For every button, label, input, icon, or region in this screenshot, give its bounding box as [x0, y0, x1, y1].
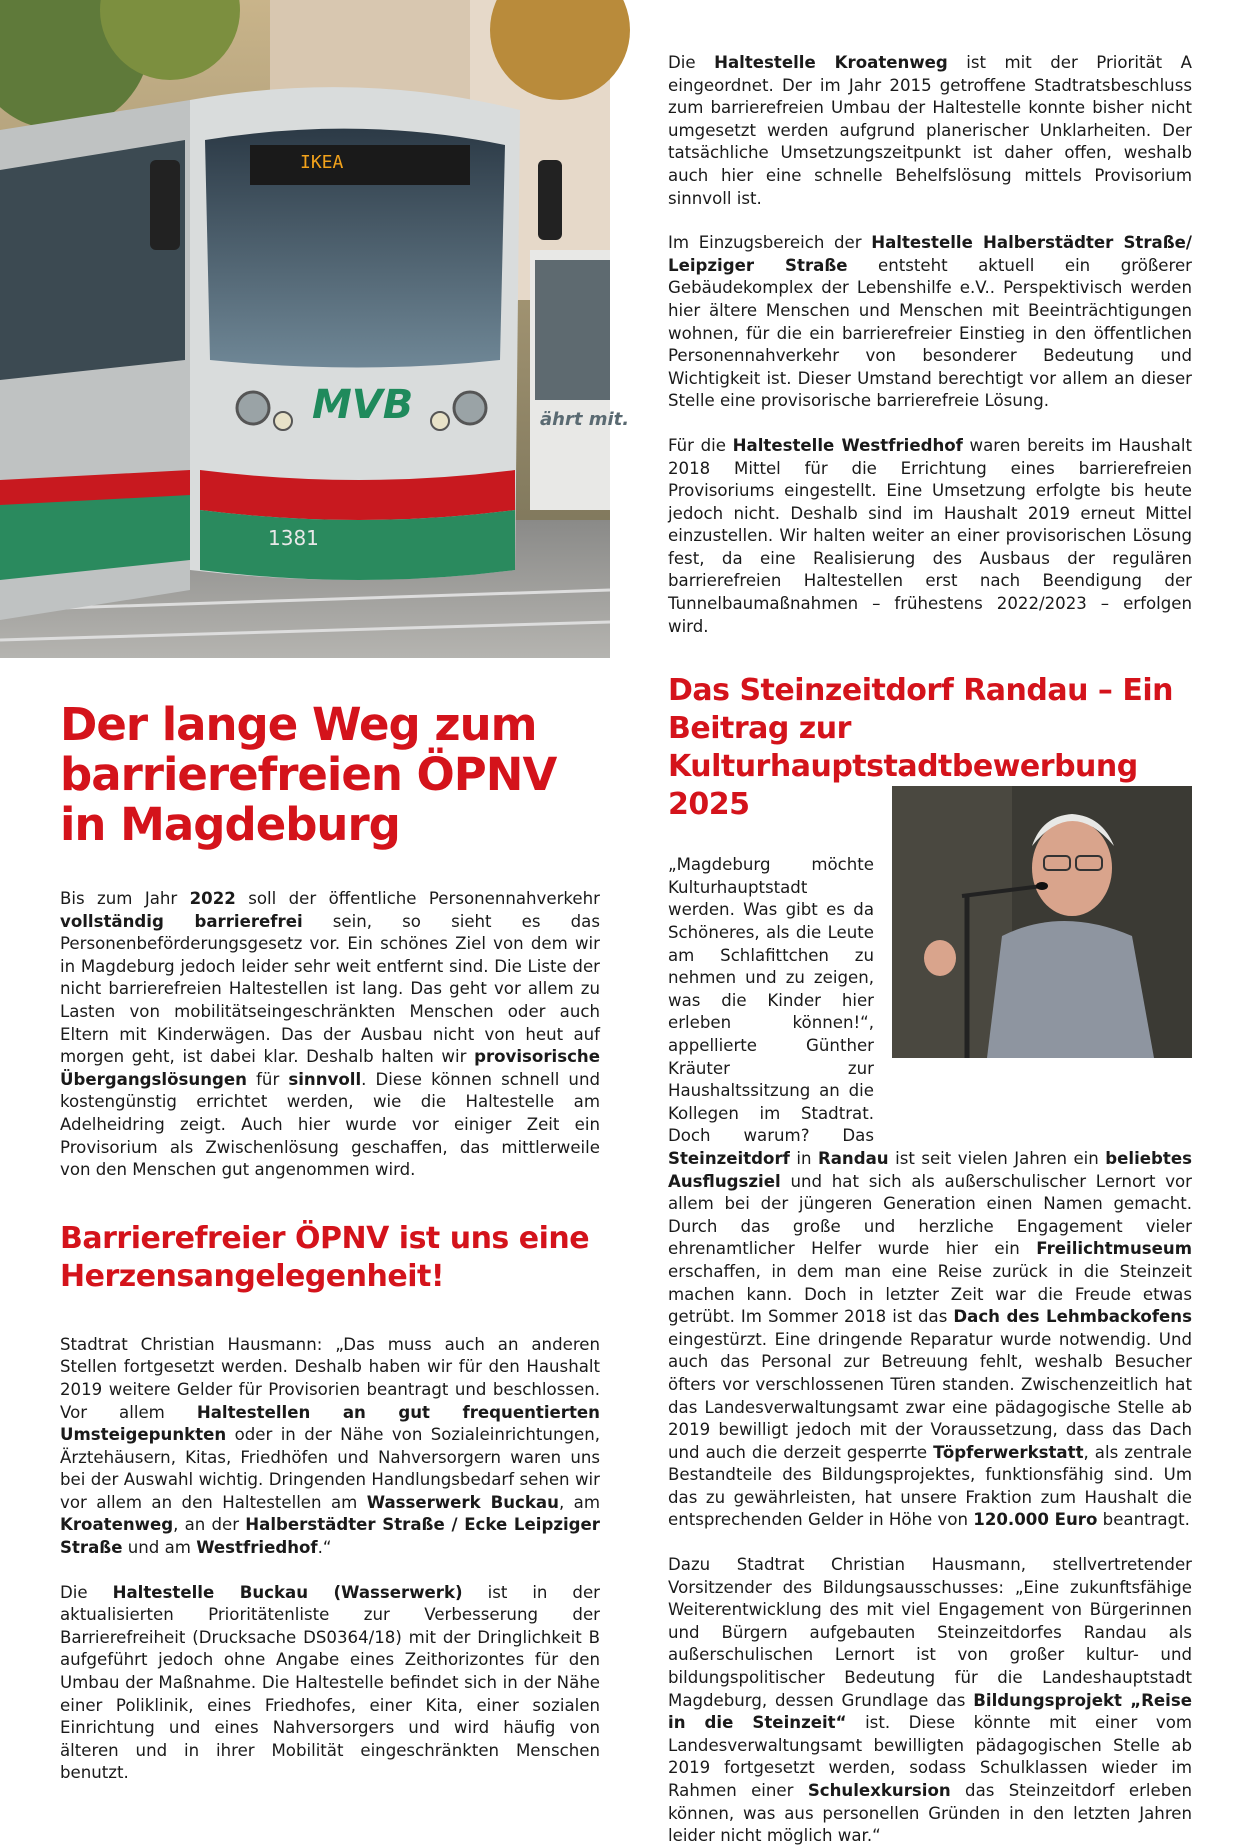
- bold-text-run: Westfriedhof: [196, 1538, 318, 1558]
- text-run: oder in der Nähe von Sozialeinrichtungen, Ärztehäusern, Kitas, Friedhöfen und Nahversorgern waren uns bei der Auswahl wichtig. Dringenden Handlungsbedarf sehen wir vor allem an den Haltestellen am: [60, 1425, 600, 1512]
- text-run: ist in der aktualisierten Prioritätenliste zur Verbesserung der Barrierefreiheit (Drucksache DS0364/18) mit der Dringlichkeit B aufgeführt jedoch ohne Angabe eines Zeithorizontes für den Umbau der Maßnahme. Die Haltestelle befindet sich in der Nähe einer Poliklinik, eines Friedhofes, einer Kita, einer sozialen Einrichtung und eines Nahversorgers und wird häufig von älteren und in ihrer Mobilität eingeschränkten Menschen benutzt.: [60, 1582, 600, 1783]
- text-run: eingestürzt. Eine dringende Reparatur wurde notwendig. Und auch das Personal zur Betreuung fehlt, weshalb Besucher öfters vor verschlossenen Türen standen. Zwischenzeitlich hat das Landesverwaltungsamt zwar eine pädagogische Stelle ab 2019 bewilligt jedoch mit der Voraussetzung, dass das Dach und auch die derzeit gesperrte: [668, 1329, 1192, 1462]
- text-run: Bis zum Jahr: [60, 889, 190, 908]
- text-run: und am: [122, 1538, 197, 1558]
- main-article-paragraph-4: [668, 52, 1192, 210]
- text-run: Die: [668, 53, 715, 72]
- text-run: .“: [317, 1538, 332, 1558]
- text-run: und hat sich als außerschulischer Lernort vor allem bei der jüngeren Generation einen Namen gemacht. Durch das große und herzliche Engagement vieler ehrenamtlicher Helfer wurde hier ein: [668, 1171, 1192, 1259]
- bold-text-run: Dach des Lehmbackofens: [953, 1307, 1192, 1327]
- text-run: das Steinzeitdorf erleben können, was aus personellen Gründen in den letzten Jahren leider nicht möglich war.“: [668, 1781, 1192, 1846]
- bold-text-run: Wasserwerk Buckau: [366, 1492, 559, 1512]
- text-run: ist seit vielen Jahren ein: [888, 1148, 1106, 1168]
- text-run: erschaffen, in dem man eine Reise zurück in die Steinzeit machen kann. Doch in letzter Zeit war die Freude etwas getrübt. Im Sommer 2018 ist das: [668, 1261, 1192, 1327]
- bold-text-run: Töpferwerkstatt: [933, 1442, 1084, 1462]
- bold-text-run: Steinzeitdorf: [668, 1148, 790, 1168]
- text-run: ist mit der Priorität A eingeordnet. Der im Jahr 2015 getroffene Stadtratsbeschluss zum barrierefreien Umbau der Haltestelle konnte bisher nicht umgesetzt werden aufgrund planerischer Unklarheiten. Der tatsächliche Umsetzungszeitpunkt ist daher offen, weshalb auch hier eine schnelle Behelfslösung mittels Provisorium sinnvoll ist.: [668, 53, 1192, 208]
- text-run: soll der öffentliche Personennahverkehr: [235, 889, 600, 908]
- bold-text-run: 120.000 Euro: [973, 1510, 1098, 1530]
- text-run: waren bereits im Haushalt 2018 Mittel für die Errichtung eines barrierefreien Provisoriums eingestellt. Eine Umsetzung erfolgte bis heute jedoch nicht. Deshalb sind im Haushalt 2019 erneut Mittel einzustellen. Wir halten weiter an einer provisorischen Lösung fest, da eine Realisierung des Ausbaus der regulären barrierefreien Haltestellen erst nach Beendigung der Tunnelbaumaßnahmen – frühestens 2022/2023 – erfolgen wird.: [668, 435, 1192, 636]
- text-run: in: [789, 1148, 818, 1168]
- tram-fleet-number: 1381: [268, 526, 319, 550]
- tram-photo: [0, 0, 630, 658]
- text-run: , an der: [173, 1515, 246, 1535]
- text-run: , am: [558, 1492, 600, 1512]
- text-run: Im Einzugsbereich der: [668, 233, 872, 253]
- bold-text-run: Bildungsprojekt „Reise in die Steinzeit“: [668, 1690, 1192, 1733]
- bold-text-run: Haltestellen an gut frequentierten Umsteigepunkten: [60, 1402, 600, 1445]
- text-run: Stadtrat Christian Hausmann: „Das muss auch an anderen Stellen fortgesetzt werden. Deshalb haben wir für den Haushalt 2019 weitere Gelder für Provisorien beantragt und beschlossen. Vor allem: [60, 1334, 600, 1422]
- bold-text-run: Randau: [817, 1148, 889, 1168]
- bold-text-run: Haltestelle Kroatenweg: [714, 53, 948, 72]
- bold-text-run: Freilichtmuseum: [1036, 1239, 1192, 1259]
- bold-text-run: sinnvoll: [288, 1069, 362, 1089]
- bold-text-run: Haltestelle Halberstädter Straße/ Leipziger Straße: [668, 233, 1192, 275]
- second-article-paragraph-2: [668, 1554, 1192, 1848]
- main-article-paragraph-1: [60, 888, 600, 1182]
- bold-text-run: provisorische Übergangslösungen: [60, 1047, 600, 1089]
- text-run: , als zentrale Bestandteile des Bildungsprojektes, funktionsfähig sind. Um das zu gewährleisten, hat unsere Fraktion zum Haushalt die entsprechenden Gelder in Höhe von: [668, 1442, 1192, 1530]
- bold-text-run: Halberstädter Straße / Ecke Leipziger Straße: [60, 1515, 600, 1558]
- text-run: sein, so sieht es das Personenbeförderungsgesetz vor. Ein schönes Ziel von dem wir in Magdeburg jedoch leider sehr weit entfernt sind. Die Liste der nicht barrierefreien Haltestellen ist lang. Das geht vor allem zu Lasten von mobilitätseingeschränkten Menschen oder auch Eltern mit Kinderwägen. Das der Ausbau nicht von heut auf morgen geht, ist dabei klar. Deshalb halten wir: [60, 911, 600, 1067]
- text-run: . Diese können schnell und kostengünstig errichtet werden, wie die Haltestelle am Adelheidring zeigt. Auch hier wurde vor einiger Zeit ein Provisorium als Zwischenlösung geschaffen, das mittlerweile von den Menschen gut angenommen wird.: [60, 1069, 600, 1180]
- main-article-paragraph-5: [668, 232, 1192, 413]
- bold-text-run: Haltestelle Westfriedhof: [732, 435, 963, 455]
- bold-text-run: beliebtes Ausflugsziel: [668, 1148, 1192, 1191]
- text-run: beantragt.: [1097, 1510, 1190, 1530]
- text-run: Dazu Stadtrat Christian Hausmann, stellvertretender Vorsitzender des Bildungsausschusses: „Eine zukunftsfähige Weiterentwicklung des mit viel Engagement von Bürgerinnen und Bürgern aufgebauten Steinzeitdorfes Randau als außerschulischen Lernort ist von großer kultur- und bildungspolitischer Bedeutung für die Landeshauptstadt Magdeburg, dessen Grundlage das: [668, 1555, 1192, 1710]
- bold-text-run: Schulexkursion: [807, 1781, 951, 1800]
- speaker-photo: [892, 786, 1192, 1058]
- bold-text-run: 2022: [189, 889, 236, 908]
- bus-side-text: ährt mit.: [540, 409, 630, 430]
- text-run: ist. Diese könnte mit einer vom Landesverwaltungsamt bewilligten pädagogischen Stelle ab 2019 fortgesetzt werden, sodass Schulklassen wieder im Rahmen einer: [668, 1713, 1193, 1800]
- bold-text-run: Kroatenweg: [60, 1515, 174, 1535]
- tram-logo: MVB: [312, 382, 414, 428]
- bold-text-run: vollständig barrierefrei: [60, 911, 303, 931]
- tram-destination: IKEA: [300, 152, 344, 173]
- bold-text-run: Haltestelle Buckau (Wasserwerk): [112, 1582, 463, 1602]
- main-article-title: Der lange Weg zum barrierefreien ÖPNV in Magdeburg: [60, 698, 557, 851]
- main-article-paragraph-2: [60, 1334, 600, 1560]
- text-run: für: [246, 1069, 289, 1089]
- second-article-title: Das Steinzeitdorf Randau – Ein Beitrag zur Kulturhauptstadtbewerbung 2025: [668, 673, 1173, 823]
- main-article-paragraph-6: [668, 435, 1192, 638]
- text-run: entsteht aktuell ein größerer Gebäudekomplex der Lebenshilfe e.V.. Perspektivisch werden hier ältere Menschen und Menschen mit Beeinträchtigungen wohnen, für die ein barrierefreier Einstieg in den öffentlichen Personennahverkehr von besonderer Bedeutung und Wichtigkeit ist. Dieser Umstand berechtigt vor allem an dieser Stelle eine provisorische barrierefreie Lösung.: [668, 255, 1192, 411]
- main-article: [60, 700, 600, 1785]
- text-run: Die: [60, 1582, 113, 1602]
- main-article-subtitle: Barrierefreier ÖPNV ist uns eine Herzensangelegenheit!: [60, 1220, 590, 1294]
- main-article-paragraph-3: [60, 1582, 600, 1785]
- text-run: Für die: [668, 435, 733, 455]
- text-run: „Magdeburg möchte Kulturhauptstadt werden. Was gibt es da Schöneres, als die Leute am Schlafittchen zu nehmen und zu zeigen, was die Kinder hier erleben können!“, appellierte Günther Kräuter zur Haushaltssitzung an die Kollegen im Stadtrat. Doch warum? Das: [668, 855, 874, 1146]
